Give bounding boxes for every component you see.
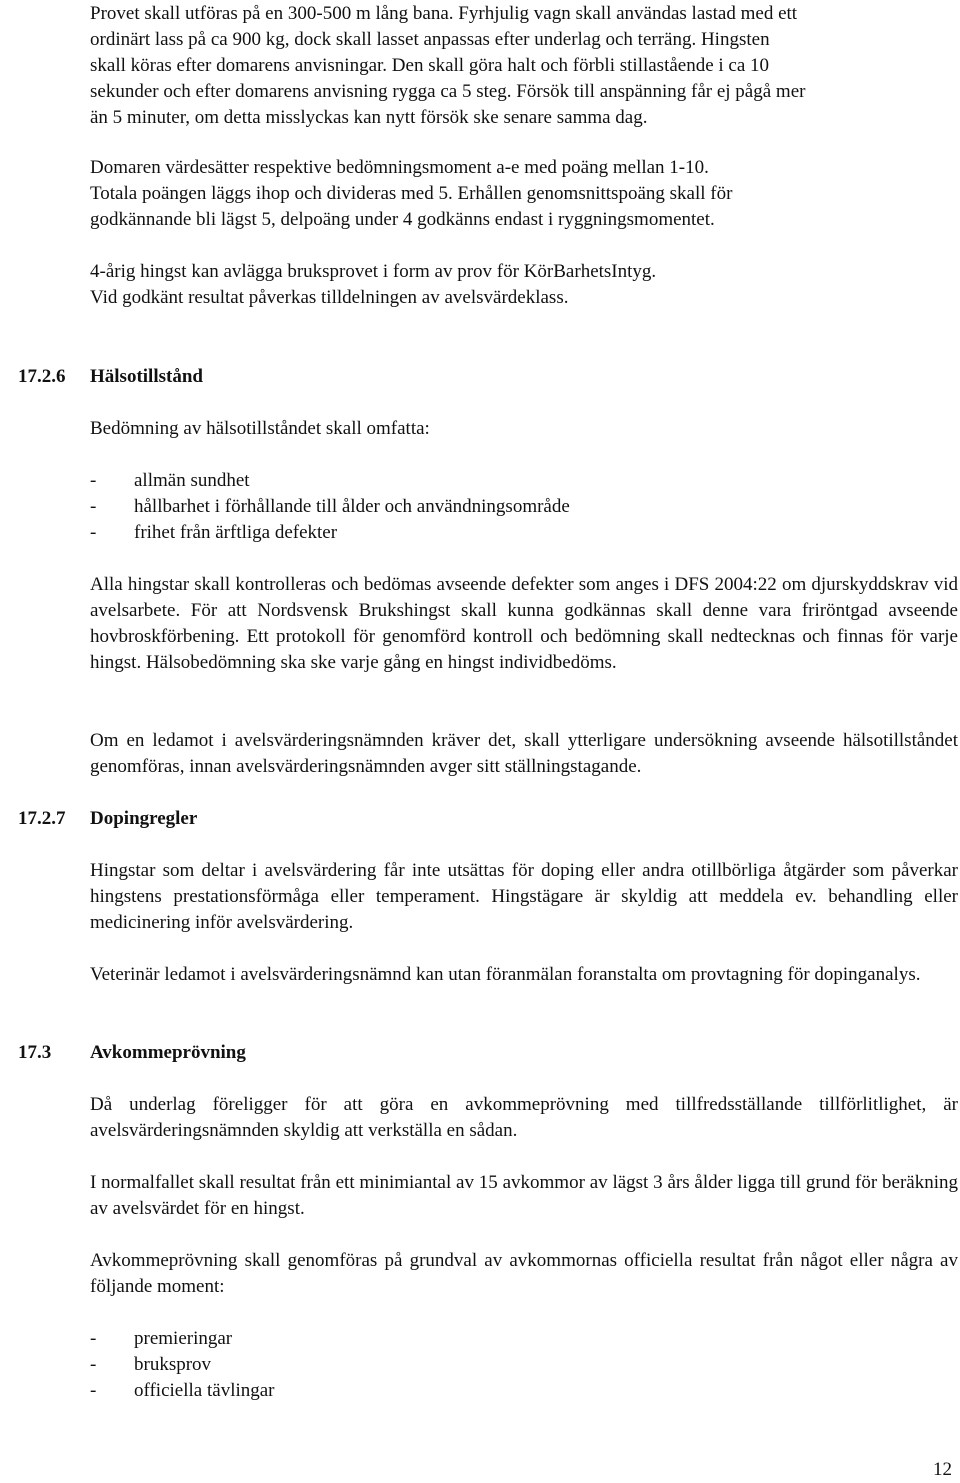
paragraph-kontroll xyxy=(90,572,958,676)
list-item: - hållbarhet i förhållande till ålder och användningsområde xyxy=(90,496,570,517)
moment-list xyxy=(90,1326,958,1404)
section-intro xyxy=(90,416,958,442)
health-criteria-list xyxy=(90,468,958,546)
paragraph-doping xyxy=(90,858,958,936)
paragraph-poang xyxy=(90,155,958,233)
body-text: Då underlag föreligger för att göra en avkommeprövning med tillfredsställande tillförlitlighet, är avelsvärderingsnämnden skyldig att verkställa en sådan. xyxy=(90,1094,958,1141)
list-item: - officiella tävlingar xyxy=(90,1380,275,1401)
list-item: - premieringar xyxy=(90,1328,233,1349)
section-number: 17.3 xyxy=(18,1042,52,1063)
body-text: Alla hingstar skall kontrolleras och bedömas avseende defekter som anges i DFS 2004:22 om djurskyddskrav vid avelsarbete. För att Nordsvensk Brukshingst skall kunna godkännas skall denne vara friröntgad avseende hovbroskförbening. Ett protokoll för genomförd kontroll och bedömning skall nedtecknas och finnas för varje hingst. Hälsobedömning ska ske varje gång en hingst individbedöms. xyxy=(90,574,958,673)
paragraph-provtagning xyxy=(90,962,958,988)
body-text: I normalfallet skall resultat från ett minimiantal av 15 avkommor av lägst 3 års ålder ligga till grund för beräkning av avelsvärdet för en hingst. xyxy=(90,1172,958,1219)
intro-text: Bedömning av hälsotillståndet skall omfatta: xyxy=(90,418,430,439)
section-number: 17.2.7 xyxy=(18,808,66,829)
list-item: - frihet från ärftliga defekter xyxy=(90,522,338,543)
text-line: Provet skall utföras på en 300-500 m lång bana. Fyrhjulig vagn skall användas lastad med ett xyxy=(90,3,798,24)
section-title: Dopingregler xyxy=(90,808,198,829)
paragraph-normalfallet xyxy=(90,1170,958,1222)
body-text: Hingstar som deltar i avelsvärdering får inte utsättas för doping eller andra otillbörliga åtgärder som påverkar hingstens prestationsförmåga eller temperament. Hingstägare är skyldig att meddela ev. behandling eller medicinering inför avelsvärdering. xyxy=(90,860,958,933)
text-line: Vid godkänt resultat påverkas tilldelningen av avelsvärdeklass. xyxy=(90,287,569,308)
paragraph-underlag xyxy=(90,1092,958,1144)
text-line: än 5 minuter, om detta misslyckas kan nytt försök ske senare samma dag. xyxy=(90,107,648,128)
section-title: Hälsotillstånd xyxy=(90,366,203,387)
paragraph-undersokning xyxy=(90,728,958,780)
list-item: - bruksprov xyxy=(90,1354,212,1375)
paragraph-grundval xyxy=(90,1248,958,1300)
section-number: 17.2.6 xyxy=(18,366,66,387)
body-text: Veterinär ledamot i avelsvärderingsnämnd kan utan föranmälan foranstalta om provtagning för dopinganalys. xyxy=(90,964,921,985)
list-item: - allmän sundhet xyxy=(90,470,250,491)
text-line: sekunder och efter domarens anvisning rygga ca 5 steg. Försök till anspänning får ej pågå mer xyxy=(90,81,806,102)
text-line: ordinärt lass på ca 900 kg, dock skall lasset anpassas efter underlag och terräng. Hingsten xyxy=(90,29,770,50)
body-text: Om en ledamot i avelsvärderingsnämnden kräver det, skall ytterligare undersökning avseende hälsotillståndet genomföras, innan avelsvärderingsnämnden avger sitt ställningstagande. xyxy=(90,730,958,777)
text-line: Totala poängen läggs ihop och divideras med 5. Erhållen genomsnittspoäng skall för xyxy=(90,183,733,204)
text-line: Domaren värdesätter respektive bedömningsmoment a-e med poäng mellan 1-10. xyxy=(90,157,709,178)
text-line: godkännande bli lägst 5, delpoäng under 4 godkänns endast i ryggningsmomentet. xyxy=(90,209,715,230)
page-number: 12 xyxy=(933,1459,952,1480)
text-line: 4-årig hingst kan avlägga bruksprovet i form av prov för KörBarhetsIntyg. xyxy=(90,261,657,282)
paragraph-korbarhetsintyg xyxy=(90,259,958,311)
section-title: Avkommeprövning xyxy=(90,1042,246,1063)
paragraph-bruksprov xyxy=(90,1,958,131)
body-text: Avkommeprövning skall genomföras på grundval av avkommornas officiella resultat från något eller några av följande moment: xyxy=(90,1250,958,1297)
text-line: skall köras efter domarens anvisningar. Den skall göra halt och förbli stillastående i ca 10 xyxy=(90,55,770,76)
